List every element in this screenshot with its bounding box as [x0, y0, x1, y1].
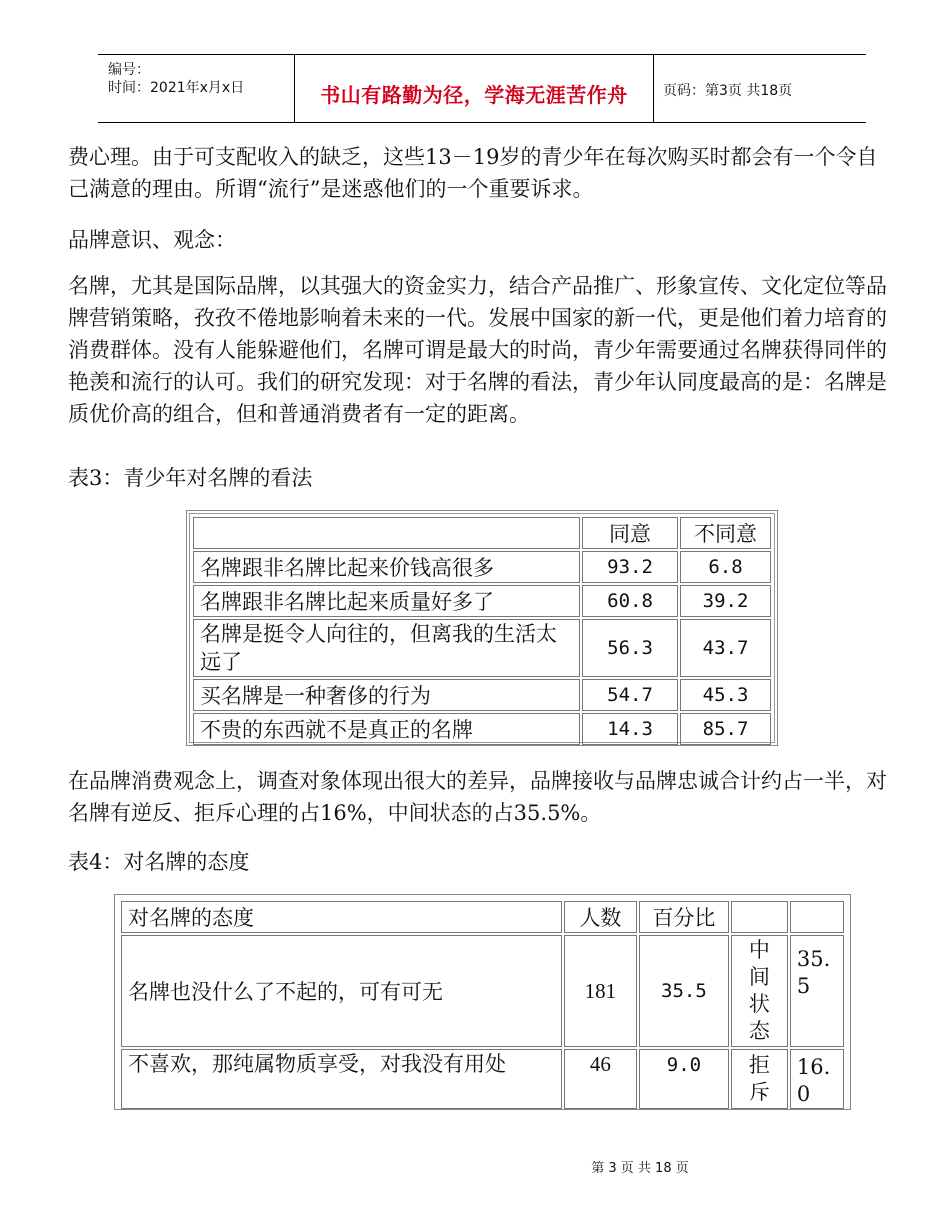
table3-row-label: 名牌是挺令人向往的，但离我的生活太远了 [193, 619, 580, 677]
table4-group-label: 拒斥 [731, 1049, 788, 1109]
table3-row-label: 名牌跟非名牌比起来价钱高很多 [193, 551, 580, 583]
table-row [121, 935, 844, 1047]
table4-percent-value: 35.5 [639, 935, 729, 1047]
header-meta-cell [98, 55, 294, 122]
table3-row-label: 名牌跟非名牌比起来质量好多了 [193, 585, 580, 617]
table4-row-label: 名牌也没什么了不起的，可有可无 [121, 935, 562, 1047]
header-motto: 书山有路勤为径，学海无涯苦作舟 [320, 83, 628, 107]
table4-percent-value: 9.0 [639, 1049, 729, 1109]
paragraph-brand: 名牌，尤其是国际品牌，以其强大的资金实力，结合产品推广、形象宣传、文化定位等品牌营销策略，孜孜不倦地影响着未来的一代。发展中国家的新一代，更是他们着力培育的消费群体。没有人能躲避他们，名牌可谓是最大的时尚，青少年需要通过名牌获得同伴的艳羡和流行的认可。我们的研究发现：对于名牌的看法，青少年认同度最高的是：名牌是质优价高的组合，但和普通消费者有一定的距离。 [68, 274, 887, 426]
table3-disagree-value: 85.7 [680, 713, 771, 745]
table3-agree-value: 14.3 [582, 713, 678, 745]
table4-frame [114, 894, 851, 1110]
table3-header-cell [193, 517, 580, 549]
table3-header-cell: 不同意 [680, 517, 771, 549]
table-row [193, 585, 771, 617]
table3-row-label: 买名牌是一种奢侈的行为 [193, 679, 580, 711]
table4-count-value: 46 [564, 1049, 637, 1109]
table3-header-cell: 同意 [582, 517, 678, 549]
table3-frame [186, 510, 778, 746]
paragraph-1: 费心理。由于可支配收入的缺乏，这些13－19岁的青少年在每次购买时都会有一个令自己满意的理由。所谓“流行”是迷惑他们的一个重要诉求。 [68, 145, 878, 201]
table-row [121, 1049, 844, 1109]
table4 [119, 899, 846, 1111]
table4-group-percent: 35.5 [790, 935, 844, 1047]
table3-header-row [193, 517, 771, 549]
table4-header-cell [731, 901, 788, 933]
header-page-cell [653, 55, 866, 122]
page-footer: 第 3 页 共 18 页 [591, 1161, 689, 1176]
doc-time-label: 时间：2021年x月x日 [108, 80, 245, 96]
table4-caption: 表4：对名牌的态度 [68, 850, 250, 874]
table4-header-cell [790, 901, 844, 933]
table3-disagree-value: 39.2 [680, 585, 771, 617]
section-heading-brand-awareness: 品牌意识、观念： [68, 228, 236, 252]
table3-disagree-value: 43.7 [680, 619, 771, 677]
table4-group-label: 中间状态 [731, 935, 788, 1047]
table3-agree-value: 93.2 [582, 551, 678, 583]
paragraph-brand-attitude: 在品牌消费观念上，调查对象体现出很大的差异，品牌接收与品牌忠诚合计约占一半，对名牌有逆反、拒斥心理的占16%，中间状态的占35.5%。 [68, 769, 887, 825]
table-row [193, 551, 771, 583]
table4-row-label: 不喜欢，那纯属物质享受，对我没有用处 [121, 1049, 562, 1109]
table3-caption: 表3：青少年对名牌的看法 [68, 466, 313, 490]
table3-disagree-value: 45.3 [680, 679, 771, 711]
table-row [193, 679, 771, 711]
table-row [193, 619, 771, 677]
table3-disagree-value: 6.8 [680, 551, 771, 583]
header-motto-cell [294, 55, 654, 122]
table4-header-cell: 对名牌的态度 [121, 901, 562, 933]
table-row [193, 713, 771, 745]
table4-header-cell: 人数 [564, 901, 637, 933]
page-header [98, 54, 866, 123]
table3-agree-value: 54.7 [582, 679, 678, 711]
table4-header-row [121, 901, 844, 933]
table4-header-cell: 百分比 [639, 901, 729, 933]
table4-count-value: 181 [564, 935, 637, 1047]
table4-group-percent: 16.0 [790, 1049, 844, 1109]
table3-row-label: 不贵的东西就不是真正的名牌 [193, 713, 580, 745]
table3-agree-value: 56.3 [582, 619, 678, 677]
header-page-info: 页码：第3页 共18页 [663, 83, 793, 99]
table3 [191, 515, 773, 747]
doc-code-label: 编号： [108, 62, 150, 78]
table3-agree-value: 60.8 [582, 585, 678, 617]
